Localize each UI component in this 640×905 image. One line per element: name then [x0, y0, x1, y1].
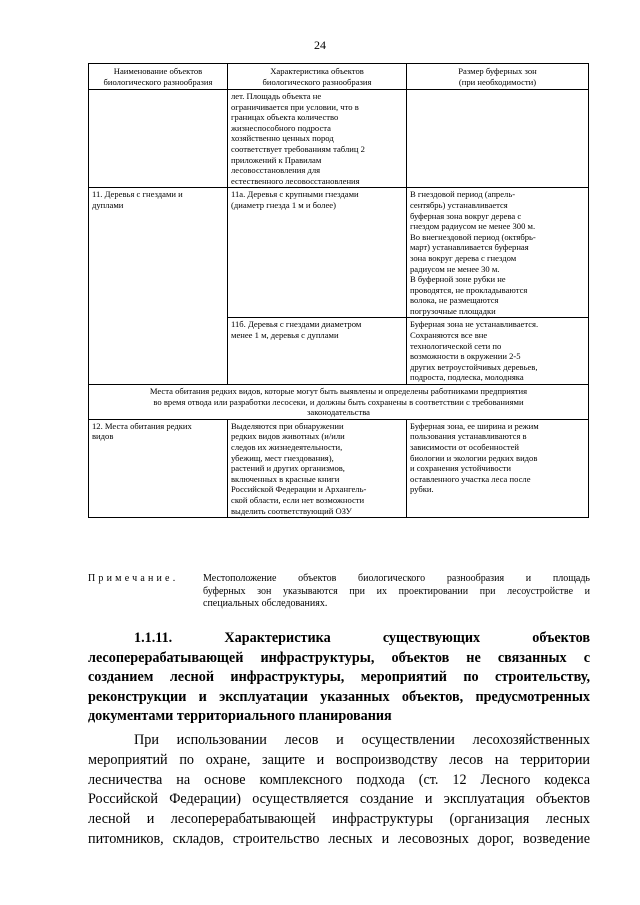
text-line: (диаметр гнезда 1 м и более) [231, 199, 336, 210]
text-line: В буферной зоне рубки не [410, 274, 506, 285]
table-cell [407, 90, 589, 188]
biodiversity-table [88, 63, 589, 518]
table-cell [407, 318, 589, 385]
text-line: Наименование объектов [113, 65, 203, 76]
text-line: Буферная зона не устанавливается. [410, 319, 539, 330]
text-line: буферная зона вокруг дерева с [410, 210, 522, 221]
text-line: редких видов животных (и/или [231, 431, 345, 442]
text-line: растений и других организмов, [231, 463, 345, 474]
text-line: волока, не размещаются [410, 295, 499, 306]
text-line: лесоперерабатывающей инфраструктуры, объектов не связанных с [88, 649, 590, 666]
text-line: ограничивается при условии, что в [231, 101, 359, 112]
text-line: подроста, подлеска, молодняка [410, 372, 524, 383]
text-line: Местоположение объектов биологического разнообразия и площадь [203, 573, 590, 584]
text-line: хозяйственно ценных пород [231, 133, 334, 144]
text-line: лесовосстановления для [231, 165, 321, 176]
header-buffer-zone-size [407, 64, 589, 90]
text-line: буферных зон указываются при их проектировании при лесоустройстве и [203, 585, 590, 597]
text-line: Выделяются при обнаружении [231, 420, 344, 431]
text-line: питомников, складов, строительство лесных и лесовозных дорог, возведение [88, 830, 590, 847]
table-cell [228, 188, 407, 318]
table-cell [89, 419, 228, 517]
text-line: следов их жизнедеятельности, [231, 442, 343, 452]
table-row [89, 188, 589, 318]
text-line: радиусом не менее 30 м. [410, 263, 500, 274]
text-line: 11. Деревья с гнездами и [92, 189, 183, 200]
table-cell [407, 419, 589, 517]
text-line: созданием лесной инфраструктуры, мероприятий по строительству, [88, 669, 590, 686]
text-line: специальных обследованиях. [203, 598, 328, 609]
text-line: документами территориального планирования [88, 708, 392, 725]
table-row [89, 419, 589, 517]
text-line: Размер буферных зон [458, 65, 537, 76]
table-cell [89, 90, 228, 188]
text-line: В гнездовой период (апрель- [410, 189, 516, 200]
text-line: Места обитания редких видов, которые могут быть выявлены и определены работниками предприятия [149, 386, 528, 397]
text-line: видов [92, 431, 114, 442]
header-object-name [89, 64, 228, 90]
text-line: лет. Площадь объекта не [231, 91, 322, 101]
table-header-row [89, 64, 589, 90]
text-line: (при необходимости) [458, 76, 537, 87]
text-line: дуплами [92, 199, 124, 210]
table-cell [228, 419, 407, 517]
text-line: гнездом радиусом не менее 300 м. [410, 221, 536, 232]
text-line: реконструкции и эксплуатации указанных объектов, предусмотренных [88, 688, 590, 705]
page-number: 24 [314, 38, 326, 52]
table-span-cell [89, 385, 589, 420]
text-line: менее 1 м, деревья с дуплами [231, 330, 339, 341]
text-line: проводятся, не прокладываются [410, 284, 528, 295]
text-line: 12. Места обитания редких [92, 420, 192, 431]
text-line: При использовании лесов и осуществлении лесохозяйственных [134, 732, 590, 748]
table-cell [228, 90, 407, 188]
note-body [203, 573, 590, 611]
text-line: жизнеспособного подроста [231, 122, 331, 133]
text-line: погрузочные площадки [410, 305, 496, 316]
text-line: включенных в красные книги [231, 473, 340, 484]
text-line: зона вокруг дерева с гнездом [410, 252, 517, 263]
text-line: соответствует требованиям таблиц 2 [231, 143, 365, 154]
text-line: во время отвода или разработки лесосеки, и должны быть сохранены в соответствии с требованиями [153, 396, 524, 407]
table-row [89, 90, 589, 188]
text-line: март) устанавливается буферная [410, 242, 529, 253]
text-line: естественного лесовосстановления [231, 175, 360, 186]
header-object-characteristics [228, 64, 407, 90]
text-line: выделить соответствующий ОЗУ [231, 505, 352, 516]
text-line: биологического разнообразия [103, 76, 213, 87]
text-line: оставленного участка леса после [410, 473, 531, 484]
text-line: биологии и экологии редких видов [410, 452, 538, 463]
text-line: Во внегнездовой период (октябрь- [410, 231, 536, 242]
text-line: 1.1.11. Характеристика существующих объектов [134, 630, 590, 646]
text-line: убежищ, мест гнездования), [231, 452, 334, 463]
text-line: лесничества на основе комплексного подхода (ст. 12 Лесного кодекса [88, 771, 590, 788]
text-line: мероприятий по охране, защите и воспроизводству лесов на территории [88, 751, 590, 768]
text-line: Буферная зона, ее ширина и режим [410, 420, 539, 431]
text-line: 11а. Деревья с крупными гнездами [231, 189, 359, 200]
text-line: возможности в окружении 2-5 [410, 351, 521, 362]
text-line: 11б. Деревья с гнездами диаметром [231, 319, 362, 330]
table-cell [407, 188, 589, 318]
note-label: Примечание. [88, 573, 179, 584]
text-line: Российской Федерации) осуществляется создание и эксплуатация объектов [88, 791, 590, 808]
text-line: сентябрь) устанавливается [410, 199, 508, 210]
section-heading [88, 629, 590, 727]
text-line: границах объекта количество [231, 112, 339, 123]
text-line: и сохранения устойчивости [410, 463, 512, 474]
text-line: лесной и лесоперерабатывающей инфраструктуры (организация лесных [88, 811, 590, 828]
text-line: пользования устанавливаются в [410, 431, 527, 442]
text-line: приложений к Правилам [231, 154, 322, 165]
text-line: зависимости от особенностей [410, 442, 520, 452]
table-cell [89, 188, 228, 385]
text-line: других ветроустойчивых деревьев, [410, 361, 538, 372]
text-line: рубки. [410, 484, 434, 495]
table-span-row [89, 385, 589, 420]
table-cell [228, 318, 407, 385]
text-line: технологической сети по [410, 340, 502, 351]
text-line: ской области, если нет возможности [231, 494, 365, 505]
text-line: Характеристика объектов [270, 65, 364, 76]
text-line: Российской Федерации и Архангель- [231, 484, 367, 495]
body-paragraph [88, 731, 590, 850]
text-line: биологического разнообразия [262, 76, 372, 87]
text-line: Сохраняются все вне [410, 330, 488, 341]
text-line: законодательства [307, 407, 370, 418]
